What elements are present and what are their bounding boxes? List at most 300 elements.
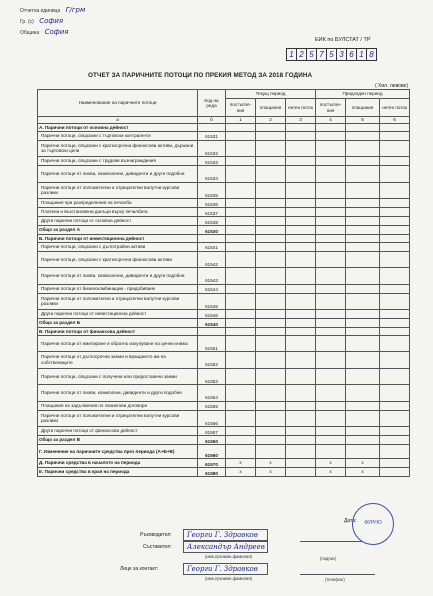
row-code: 61530: [198, 226, 226, 235]
value-cell: [346, 166, 380, 183]
col-header-current: Текущ период: [226, 90, 316, 99]
value-cell: [286, 251, 316, 268]
value-cell: [256, 293, 286, 310]
value-cell: x: [226, 459, 256, 468]
table-row: [38, 166, 410, 183]
value-cell: [256, 131, 286, 140]
value-cell: [286, 284, 316, 293]
manager-name-box: [183, 529, 268, 541]
row-name: В. Парични потоци от финансова дейност: [38, 328, 198, 336]
value-cell: [256, 140, 286, 157]
value-cell: [380, 445, 410, 459]
value-cell: [346, 131, 380, 140]
value-cell: [226, 217, 256, 226]
value-cell: [226, 328, 256, 336]
row-code: 61543: [198, 268, 226, 285]
value-cell: [380, 226, 410, 235]
value-cell: [316, 208, 346, 217]
value-cell: [380, 352, 410, 369]
row-code: 61556: [198, 410, 226, 427]
value-cell: [286, 166, 316, 183]
row-name: Плащания на задължения по лизингови договори: [38, 401, 198, 410]
col-header-payments-current: плащания: [256, 99, 286, 117]
value-cell: [286, 468, 316, 477]
value-cell: [286, 131, 316, 140]
eik-digit-box: 6: [347, 49, 357, 60]
eik-label: ЕИК по БУЛСТАТ / ТР: [315, 37, 371, 43]
municipality-label: Община: [20, 30, 40, 36]
company-stamp: [352, 503, 394, 545]
eik-digit-box: 3: [337, 49, 347, 60]
value-cell: [346, 436, 380, 445]
row-name: Г. Изменение на паричните средства през периода (А+Б+В): [38, 445, 198, 459]
value-cell: [286, 310, 316, 319]
value-cell: [226, 166, 256, 183]
value-cell: [316, 445, 346, 459]
value-cell: [256, 208, 286, 217]
row-name: Парични потоци от положителни и отрицателни валутни курсови разлики: [38, 410, 198, 427]
value-cell: [286, 199, 316, 208]
value-cell: [256, 427, 286, 436]
row-name: Парични потоци, свързани с трудови възнаграждения: [38, 157, 198, 166]
table-row: [38, 468, 410, 477]
row-code: 61536: [198, 199, 226, 208]
row-name: Парични потоци от бизнескомбинации - придобиване: [38, 284, 198, 293]
value-cell: [380, 235, 410, 243]
row-code: 61531: [198, 131, 226, 140]
value-cell: [346, 182, 380, 199]
table-row: [38, 352, 410, 369]
value-cell: [316, 140, 346, 157]
table-row: [38, 235, 410, 243]
value-cell: [256, 368, 286, 385]
value-cell: [226, 284, 256, 293]
value-cell: [316, 242, 346, 251]
value-cell: [286, 208, 316, 217]
reporting-unit-value: Г/грм: [65, 6, 86, 14]
row-code: 61553: [198, 368, 226, 385]
row-code: 61546: [198, 310, 226, 319]
row-code: 61542: [198, 251, 226, 268]
value-cell: [256, 217, 286, 226]
table-row: [38, 284, 410, 293]
value-cell: [286, 459, 316, 468]
value-cell: [286, 385, 316, 402]
value-cell: [226, 310, 256, 319]
value-cell: [286, 217, 316, 226]
value-cell: [380, 459, 410, 468]
value-cell: [380, 251, 410, 268]
compiler-name: Александър Андреев: [187, 543, 265, 551]
contact-label: Лице за контакт:: [120, 566, 159, 572]
value-cell: [316, 427, 346, 436]
table-row: [38, 436, 410, 445]
city-value: София: [39, 17, 64, 25]
table-row: [38, 368, 410, 385]
unit-note: ( Хил. левове): [375, 83, 409, 89]
value-cell: [380, 385, 410, 402]
value-cell: [256, 251, 286, 268]
value-cell: [346, 293, 380, 310]
value-cell: [286, 268, 316, 285]
table-row: [38, 293, 410, 310]
value-cell: [286, 401, 316, 410]
value-cell: [316, 335, 346, 352]
table-row: [38, 199, 410, 208]
manager-label: Ръководител:: [140, 532, 172, 538]
contact-name-caption: (име,презиме,фамилия): [205, 576, 253, 581]
value-cell: [256, 284, 286, 293]
value-cell: [316, 328, 346, 336]
row-code: 61544: [198, 284, 226, 293]
value-cell: [256, 410, 286, 427]
eik-digit-box: 1: [357, 49, 367, 60]
table-row: [38, 140, 410, 157]
row-code: 61533: [198, 157, 226, 166]
value-cell: [226, 352, 256, 369]
col-num-5: 5: [346, 117, 380, 124]
row-code: 61552: [198, 352, 226, 369]
value-cell: [346, 251, 380, 268]
value-cell: [346, 217, 380, 226]
table-row: [38, 131, 410, 140]
value-cell: [226, 251, 256, 268]
value-cell: [316, 352, 346, 369]
value-cell: [286, 319, 316, 328]
value-cell: [226, 319, 256, 328]
value-cell: [226, 235, 256, 243]
city-line: [20, 17, 63, 25]
value-cell: [256, 352, 286, 369]
value-cell: [380, 166, 410, 183]
eik-digit-box: 1: [287, 49, 297, 60]
eik-digit-box: 8: [369, 50, 374, 59]
row-name: Парични потоци, свързани с краткосрочни финансови активи, държани за търговски цели: [38, 140, 198, 157]
value-cell: [286, 328, 316, 336]
value-cell: [316, 268, 346, 285]
row-name: Други парични потоци от инвестиционна дейност: [38, 310, 198, 319]
table-row: [38, 328, 410, 336]
contact-name: Георги Г. Здравков: [187, 565, 258, 573]
value-cell: [380, 368, 410, 385]
value-cell: [346, 385, 380, 402]
value-cell: [286, 368, 316, 385]
value-cell: [286, 427, 316, 436]
value-cell: [380, 182, 410, 199]
row-name: Общо за раздел А: [38, 226, 198, 235]
municipality-value: София: [44, 28, 69, 36]
col-header-net-current: нетен поток: [286, 99, 316, 117]
row-code: 61538: [198, 217, 226, 226]
row-name: Д. Парични средства в началото на периода: [38, 459, 198, 468]
row-name: Парични потоци от лихви, комисионни, дивиденти и други подобни: [38, 166, 198, 183]
value-cell: [380, 124, 410, 132]
value-cell: x: [256, 459, 286, 468]
value-cell: [286, 182, 316, 199]
value-cell: [346, 352, 380, 369]
value-cell: [226, 199, 256, 208]
value-cell: [226, 157, 256, 166]
row-name: Плащания при разпределения на печалби: [38, 199, 198, 208]
value-cell: x: [346, 468, 380, 477]
table-row: [38, 268, 410, 285]
phone-caption: (телефон): [325, 577, 345, 582]
value-cell: [346, 368, 380, 385]
value-cell: [226, 208, 256, 217]
contact-name-box: [183, 563, 268, 575]
value-cell: [346, 410, 380, 427]
col-num-2: 2: [256, 117, 286, 124]
row-name: Парични потоци от емитиране и обратно изкупуване на ценни книжа: [38, 335, 198, 352]
value-cell: [316, 436, 346, 445]
col-header-receipts-current: постъпле-ния: [226, 99, 256, 117]
value-cell: [380, 242, 410, 251]
value-cell: [256, 124, 286, 132]
row-code: [198, 235, 226, 243]
row-code: [198, 124, 226, 132]
col-num-1: 1: [226, 117, 256, 124]
value-cell: [346, 140, 380, 157]
col-header-previous: Предходен период: [316, 90, 410, 99]
row-code: 61580: [198, 468, 226, 477]
row-name: Парични потоци, свързани с получени или предоставени заеми: [38, 368, 198, 385]
table-row: [38, 410, 410, 427]
value-cell: [316, 410, 346, 427]
value-cell: [346, 235, 380, 243]
value-cell: [256, 166, 286, 183]
value-cell: [286, 293, 316, 310]
value-cell: [380, 140, 410, 157]
value-cell: [380, 328, 410, 336]
row-code: 61545: [198, 293, 226, 310]
value-cell: x: [226, 468, 256, 477]
phone-line: [300, 574, 375, 575]
row-name: Платени и възстановени данъци върху печалбата: [38, 208, 198, 217]
row-code: 61535: [198, 182, 226, 199]
compiler-label: Съставител:: [143, 544, 172, 550]
value-cell: [316, 319, 346, 328]
report-title: ОТЧЕТ ЗА ПАРИЧНИТЕ ПОТОЦИ ПО ПРЕКИЯ МЕТОД ЗА 2018 ГОДИНА: [88, 72, 313, 79]
row-code: 61554: [198, 385, 226, 402]
value-cell: [226, 226, 256, 235]
row-name: Общо за раздел В: [38, 436, 198, 445]
table-row: [38, 251, 410, 268]
value-cell: [316, 251, 346, 268]
value-cell: [380, 217, 410, 226]
value-cell: [226, 268, 256, 285]
city-label: Гр. (с): [20, 19, 34, 25]
eik-digit-box: 2: [297, 49, 307, 60]
value-cell: [346, 208, 380, 217]
value-cell: [316, 368, 346, 385]
row-code: 61570: [198, 459, 226, 468]
value-cell: [380, 410, 410, 427]
row-name: Парични потоци, свързани с краткосрочни финансови активи: [38, 251, 198, 268]
value-cell: [286, 335, 316, 352]
value-cell: [286, 235, 316, 243]
date-label: Дата:: [344, 518, 357, 524]
value-cell: [256, 436, 286, 445]
value-cell: [380, 319, 410, 328]
row-code: 61532: [198, 140, 226, 157]
col-header-name: Наименование на паричните потоци: [38, 90, 198, 117]
value-cell: [346, 124, 380, 132]
row-code: [198, 328, 226, 336]
value-cell: [316, 157, 346, 166]
value-cell: [256, 335, 286, 352]
value-cell: x: [316, 468, 346, 477]
value-cell: [346, 445, 380, 459]
eik-digit-box: 5: [327, 49, 337, 60]
row-name: Парични потоци от дългосрочни заеми и вращането им на собствениците: [38, 352, 198, 369]
value-cell: [380, 468, 410, 477]
row-name: Парични потоци, свързани с търговски контрагенти: [38, 131, 198, 140]
value-cell: [226, 385, 256, 402]
value-cell: [286, 410, 316, 427]
row-name: Парични потоци от лихви, комисиони, дивиденти и други подобни: [38, 385, 198, 402]
value-cell: [316, 401, 346, 410]
row-code: 61557: [198, 427, 226, 436]
value-cell: [256, 268, 286, 285]
row-name: Други парични потоци от финансова дейност: [38, 427, 198, 436]
value-cell: [346, 199, 380, 208]
value-cell: [380, 293, 410, 310]
value-cell: [226, 410, 256, 427]
col-header-receipts-previous: постъпле-ния: [316, 99, 346, 117]
row-name: Парични потоци от положителни и отрицателни валутни курсови разлики: [38, 182, 198, 199]
row-code: 61534: [198, 166, 226, 183]
value-cell: [226, 140, 256, 157]
row-name: Парични потоци от положителни и отрицателни валутни курсови разлики: [38, 293, 198, 310]
value-cell: [256, 310, 286, 319]
value-cell: [316, 217, 346, 226]
value-cell: [380, 199, 410, 208]
value-cell: [286, 157, 316, 166]
table-row: [38, 124, 410, 132]
value-cell: [226, 436, 256, 445]
value-cell: [316, 131, 346, 140]
value-cell: [380, 335, 410, 352]
value-cell: [226, 427, 256, 436]
value-cell: [256, 385, 286, 402]
table-row: [38, 208, 410, 217]
table-row: [38, 310, 410, 319]
table-row: [38, 427, 410, 436]
manager-name: Георги Г. Здравков: [187, 531, 258, 539]
col-num-4: 4: [316, 117, 346, 124]
value-cell: [346, 319, 380, 328]
row-name: Б. Парични потоци от инвестиционна дейност: [38, 235, 198, 243]
value-cell: [256, 319, 286, 328]
cash-flow-table: [37, 89, 410, 477]
value-cell: [380, 436, 410, 445]
value-cell: [226, 182, 256, 199]
value-cell: [346, 401, 380, 410]
value-cell: [286, 242, 316, 251]
row-code: 61550: [198, 436, 226, 445]
value-cell: [226, 368, 256, 385]
row-code: 61537: [198, 208, 226, 217]
value-cell: [380, 401, 410, 410]
value-cell: [316, 226, 346, 235]
value-cell: [380, 208, 410, 217]
value-cell: [226, 124, 256, 132]
col-letter-a: а: [38, 117, 198, 124]
value-cell: [316, 199, 346, 208]
table-row: [38, 217, 410, 226]
value-cell: x: [316, 459, 346, 468]
value-cell: [316, 310, 346, 319]
eik-digit-box: 7: [317, 49, 327, 60]
value-cell: [226, 445, 256, 459]
table-row: [38, 242, 410, 251]
value-cell: [286, 352, 316, 369]
eik-digit-box: 5: [307, 49, 317, 60]
table-row: [38, 335, 410, 352]
value-cell: x: [346, 459, 380, 468]
value-cell: [256, 226, 286, 235]
table-row: [38, 319, 410, 328]
value-cell: [256, 445, 286, 459]
reporting-unit-label: Отчетна единица: [20, 8, 61, 14]
row-code: 61551: [198, 335, 226, 352]
value-cell: x: [256, 468, 286, 477]
value-cell: [346, 427, 380, 436]
value-cell: [256, 182, 286, 199]
table-row: [38, 445, 410, 459]
row-name: Парични потоци, свързани с дълготрайни активи: [38, 242, 198, 251]
value-cell: [226, 242, 256, 251]
value-cell: [346, 157, 380, 166]
value-cell: [316, 235, 346, 243]
row-name: А. Парични потоци от основна дейност: [38, 124, 198, 132]
col-header-payments-previous: плащания: [346, 99, 380, 117]
value-cell: [316, 124, 346, 132]
value-cell: [346, 226, 380, 235]
value-cell: [380, 268, 410, 285]
reporting-unit-line: [20, 6, 85, 14]
value-cell: [346, 328, 380, 336]
compiler-name-box: [183, 541, 268, 553]
value-cell: [346, 242, 380, 251]
row-name: Парични потоци от лихви, комисионни, дивиденти и други подобни: [38, 268, 198, 285]
value-cell: [226, 131, 256, 140]
value-cell: [286, 140, 316, 157]
value-cell: [226, 335, 256, 352]
col-letter-b: б: [198, 117, 226, 124]
value-cell: [316, 166, 346, 183]
eik-boxes: [286, 48, 377, 61]
table-row: [38, 182, 410, 199]
value-cell: [316, 385, 346, 402]
row-code: 61555: [198, 401, 226, 410]
value-cell: [256, 328, 286, 336]
value-cell: [380, 427, 410, 436]
value-cell: [286, 226, 316, 235]
row-code: 61560: [198, 445, 226, 459]
value-cell: [380, 157, 410, 166]
value-cell: [316, 293, 346, 310]
value-cell: [346, 268, 380, 285]
value-cell: [256, 401, 286, 410]
row-code: 61541: [198, 242, 226, 251]
row-name: Общо за раздел Б: [38, 319, 198, 328]
value-cell: [346, 335, 380, 352]
table-row: [38, 459, 410, 468]
col-header-code: Код на реда: [198, 90, 226, 117]
value-cell: [256, 242, 286, 251]
table-row: [38, 157, 410, 166]
